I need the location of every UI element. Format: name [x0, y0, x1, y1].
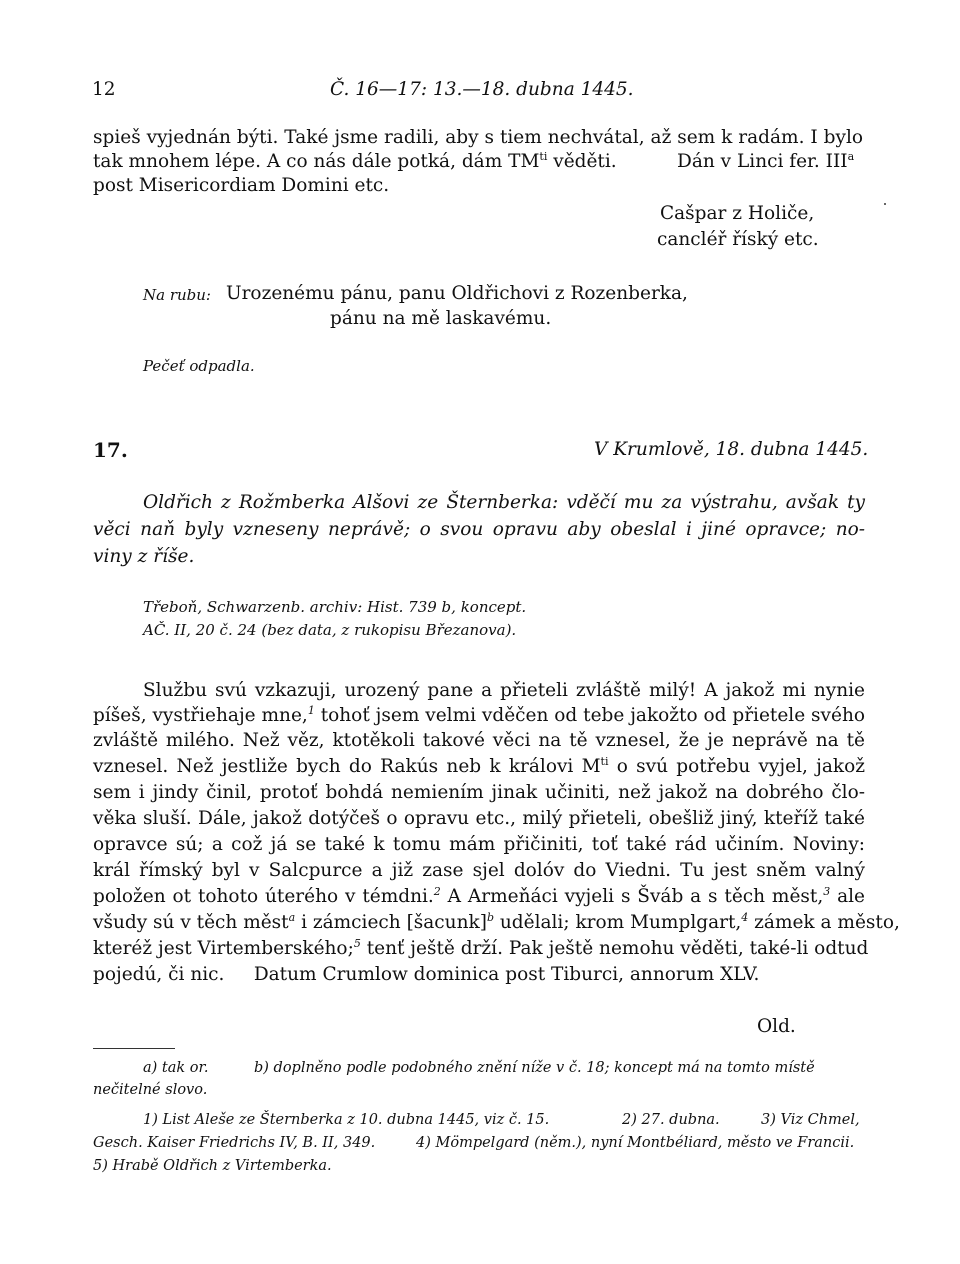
- footnote-ref: 5: [353, 937, 361, 950]
- body-line-12: pojedú, či nic. Datum Crumlow dominica post Tiburci, annorum XLV.: [93, 964, 760, 985]
- running-title: Č. 16—17: 13.—18. dubna 1445.: [330, 79, 634, 100]
- prev-signature-line-1: Cašpar z Holiče,: [660, 203, 815, 224]
- body-line-4: [93, 755, 865, 779]
- source-1: Třeboň, Schwarzenb. archiv: Hist. 739 b, koncept.: [143, 598, 527, 616]
- seal-note: Pečeť odpadla.: [143, 357, 255, 375]
- note-b-line-2: nečitelné slovo.: [93, 1082, 208, 1098]
- prev-letter-line-1: spieš vyjednán býti. Také jsme radili, aby s tiem nechvátal, až sem k radám. I bylo: [93, 127, 863, 148]
- body-line-1: Službu svú vzkazuji, urozený pane a přieteli zvláště milý! A jakož mi nynie: [143, 680, 865, 701]
- superscript: a: [847, 150, 855, 163]
- footnote-ref: 2: [433, 885, 441, 898]
- body-line-5: sem i jindy činil, protoť bohdá nemiením jinak učiniti, než jakož na dobrého člo-: [93, 782, 865, 803]
- body-line-3: zvláště milého. Než věz, ktotěkoli takové věci na tě vznesel, že je neprávě na tě: [93, 730, 865, 751]
- body-text: A Armeňáci vyjeli s Šváb a s těch měst,: [440, 886, 824, 907]
- prev-signature-line-2: cancléř říský etc.: [657, 229, 819, 250]
- prev-letter-line-2: [93, 150, 617, 174]
- body-text: i zámciech [šacunk]: [295, 912, 487, 933]
- body-line-2: [93, 704, 865, 728]
- body-text: vznesel. Než jestliže bych do Rakús neb k královi M: [93, 756, 601, 777]
- regest-line-2: věci naň byly vzneseny neprávě; o svou opravu aby obeslal i jiné opravce; no-: [93, 519, 865, 540]
- note-ref: a: [288, 911, 296, 924]
- prev-letter-dating: [677, 150, 854, 174]
- body-text: píšeš, vystřiehaje mne,: [93, 705, 308, 726]
- letter-signature: Old.: [757, 1016, 796, 1037]
- footnote-divider: [93, 1048, 175, 1049]
- body-line-7: opravce sú; a což já se také k tomu mám přičiniti, toť také rád učiním. Noviny:: [93, 834, 865, 855]
- letter-number: 17.: [93, 438, 128, 462]
- body-line-6: věka sluší. Dále, jakož dotýčeš o opravu etc., milý přieteli, obešliž jiný, kteříž také: [93, 808, 865, 829]
- letter-place-date: V Krumlově, 18. dubna 1445.: [594, 439, 869, 460]
- regest-line-1: Oldřich z Rožmberka Alšovi ze Šternberka: vděčí mu za výstrahu, avšak ty: [143, 492, 865, 513]
- verso-label: Na rubu:: [143, 286, 211, 304]
- footnote-2: 2) 27. dubna.: [622, 1112, 720, 1128]
- prev-text: věděti.: [547, 151, 617, 172]
- superscript: ti: [600, 755, 609, 768]
- body-line-11: [93, 937, 869, 961]
- body-line-10: [93, 911, 900, 935]
- note-b-line-1: b) doplněno podle podobného znění níže v č. 18; koncept má na tomto místě: [254, 1060, 815, 1076]
- verso-address-line-1: Urozenému pánu, panu Oldřichovi z Rozenberka,: [226, 283, 688, 304]
- speck: [884, 203, 886, 205]
- note-a: a) tak or.: [143, 1060, 209, 1076]
- prev-text: tak mnohem lépe. A co nás dále potká, dám TM: [93, 151, 540, 172]
- footnote-4: 4) Mömpelgard (něm.), nyní Montbéliard, město ve Francii.: [416, 1135, 855, 1151]
- footnote-ref: 3: [823, 885, 831, 898]
- body-line-8: král římský byl v Salcpurce a již zase sjel dolóv do Viedni. Tu jest sněm valný: [93, 860, 865, 881]
- body-text: tohoť jsem velmi vděčen od tebe jakožto od přietele svého: [314, 705, 866, 726]
- footnote-ref: 4: [741, 911, 749, 924]
- superscript: ti: [539, 150, 548, 163]
- verso-address-line-2: pánu na mě laskavému.: [330, 308, 552, 329]
- body-text: ale: [830, 886, 865, 907]
- page-number: 12: [92, 79, 116, 100]
- body-text: udělali; krom Mumplgart,: [493, 912, 742, 933]
- footnote-1: 1) List Aleše ze Šternberka z 10. dubna 1445, viz č. 15.: [143, 1112, 550, 1128]
- note-ref: b: [486, 911, 494, 924]
- body-text: zámek a město,: [748, 912, 900, 933]
- body-text: kteréž jest Virtemberského;: [93, 938, 354, 959]
- body-line-9: [93, 885, 865, 909]
- body-text: položen ot tohoto úterého v témdni.: [93, 886, 434, 907]
- footnote-ref: 1: [307, 704, 315, 717]
- footnote-3-cont: Gesch. Kaiser Friedrichs IV, B. II, 349.: [93, 1135, 376, 1151]
- body-text: o svú potřebu vyjel, jakož: [608, 756, 865, 777]
- footnote-3: 3) Viz Chmel,: [761, 1112, 860, 1128]
- regest-line-3: viny z říše.: [93, 546, 195, 567]
- body-text: tenť ještě drží. Pak ještě nemohu věděti, také-li odtud: [360, 938, 869, 959]
- prev-letter-line-3: post Misericordiam Domini etc.: [93, 175, 390, 196]
- prev-text: Dán v Linci fer. III: [677, 151, 848, 172]
- footnote-5: 5) Hrabě Oldřich z Virtemberka.: [93, 1158, 332, 1174]
- source-2: AČ. II, 20 č. 24 (bez data, z rukopisu Březanova).: [143, 621, 517, 639]
- body-text: všudy sú v těch měst: [93, 912, 289, 933]
